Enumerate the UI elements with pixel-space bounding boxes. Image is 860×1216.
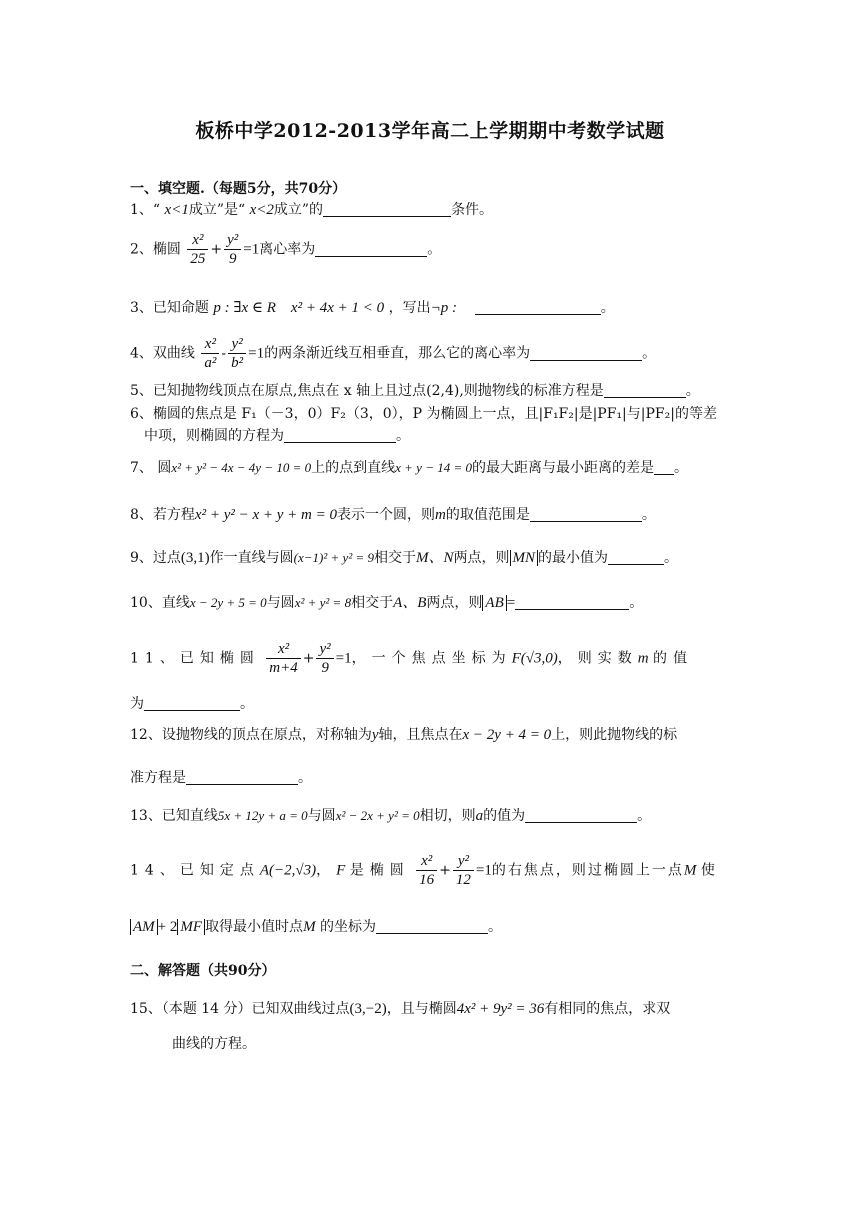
q1-text: 成立”的 xyxy=(273,202,324,218)
q14-text: 已知定点 xyxy=(179,862,260,879)
numerator: x² xyxy=(201,335,219,354)
q5-text: 5、已知抛物线顶点在原点,焦点在 x 轴上且过点(2,4),则抛物线的标准方程是 xyxy=(130,383,604,399)
answer-blank[interactable] xyxy=(376,917,488,934)
q15-expr-1: (3,−2) xyxy=(349,1001,387,1017)
question-4: 4、双曲线 $\frac{\text{x²}}{\text{a²}}$ - $\frac{\text{y²}}{\text{b²}}$ =1的两条渐近线互相垂直，那么它的离心率为 。 xyxy=(130,336,657,371)
q1-expr-1: x<1 xyxy=(164,202,189,218)
q13-number: 13、 xyxy=(130,808,162,824)
q4-text: 双曲线 xyxy=(152,345,195,362)
q10-text: 相交于 xyxy=(351,595,394,611)
q7-text: 圆 xyxy=(157,460,172,476)
q9-expr-4: MN xyxy=(510,550,539,566)
answer-blank[interactable] xyxy=(525,806,637,823)
q7-expr-1: x² + y² − 4x − 4y − 10 = 0 xyxy=(171,460,312,475)
q14-equals: =1 xyxy=(475,862,492,879)
q1-text: 条件。 xyxy=(451,202,494,218)
q9-expr-1: (3,1) xyxy=(180,550,210,566)
numerator: y² xyxy=(453,852,474,871)
answer-blank[interactable] xyxy=(530,505,642,522)
answer-blank[interactable] xyxy=(315,240,427,257)
q9-expr-3: M、N xyxy=(415,550,454,566)
question-8 xyxy=(130,504,732,526)
q9-text: 相交于 xyxy=(373,550,416,566)
q15-text: ，且与椭圆 xyxy=(386,1001,457,1017)
question-5 xyxy=(130,380,732,402)
page-title: 板桥中学2012-2013学年高二上学期期中考数学试题 xyxy=(195,120,665,142)
fraction xyxy=(316,640,333,677)
q12-expr-2: x − 2y + 4 = 0 xyxy=(462,727,552,743)
question-14-continued xyxy=(130,916,732,938)
q4-text: 的两条渐近线互相垂直，那么它的离心率为 xyxy=(264,345,531,362)
denominator: a² xyxy=(204,355,217,371)
q13-text: 与圆 xyxy=(307,808,336,824)
question-7 xyxy=(130,457,732,479)
section-heading-fill-in: 一、填空题.（每题5分，共70分） xyxy=(130,181,347,197)
q3-expr-2: ¬p : xyxy=(430,300,457,316)
q10-expr-1: x − 2y + 5 = 0 xyxy=(189,595,267,610)
q14-expr-4: AM xyxy=(130,919,158,935)
q3-text: ，写出 xyxy=(388,300,431,316)
q9-text: 的最小值为 xyxy=(538,550,608,566)
q15-text: （本题 14 分）已知双曲线过点 xyxy=(161,1001,350,1017)
answer-blank[interactable] xyxy=(530,344,642,361)
answer-blank[interactable] xyxy=(604,381,686,398)
denominator: 9 xyxy=(321,660,329,676)
q9-number: 9、 xyxy=(130,550,153,566)
q12-text: 上，则此抛物线的标 xyxy=(551,727,678,743)
section-heading-answer: 二、解答题（共90分） xyxy=(130,963,276,979)
fraction xyxy=(266,640,300,677)
answer-blank[interactable] xyxy=(515,593,629,610)
q12-number: 12、 xyxy=(130,727,162,743)
q10-expr-3: A、B xyxy=(393,595,427,611)
q11-text: 为 xyxy=(130,696,144,712)
q8-expr-2: m xyxy=(435,507,446,523)
q8-end: 。 xyxy=(641,507,656,523)
q4-end: 。 xyxy=(642,345,657,362)
q3-expr-1: p : ∃x ∈ R x² + 4x + 1 < 0 xyxy=(213,300,385,316)
q14-end: 。 xyxy=(488,919,503,935)
q10-end: 。 xyxy=(629,595,644,611)
fraction xyxy=(416,852,437,889)
answer-blank[interactable] xyxy=(284,426,396,443)
question-3 xyxy=(130,297,732,319)
q10-text: 两点，则 xyxy=(426,595,483,611)
q6-text-line-1: 6、椭圆的焦点是 F₁（－3，0）F₂（3，0），P 为椭圆上一点，且|F₁F₂|是|PF₁|与|PF₂|的等差 xyxy=(130,406,717,422)
q8-text: 的取值范围是 xyxy=(445,507,530,523)
answer-blank[interactable] xyxy=(186,768,298,785)
q14-expr-3: M xyxy=(683,862,697,879)
q7-number: 7、 xyxy=(130,460,153,476)
fraction xyxy=(201,335,219,372)
q6-end: 。 xyxy=(396,428,410,444)
numerator: y² xyxy=(316,640,333,659)
numerator: x² xyxy=(266,640,300,659)
q13-text: 的值为 xyxy=(483,808,526,824)
q11-text: ，则实数 xyxy=(557,650,638,667)
q12-end: 。 xyxy=(298,770,312,786)
question-9 xyxy=(130,547,732,569)
q2-number: 2、 xyxy=(130,241,153,258)
question-6 xyxy=(130,403,732,425)
question-13 xyxy=(130,805,732,827)
q15-text: 曲线的方程。 xyxy=(172,1036,256,1052)
q12-expr-1: y xyxy=(371,727,379,743)
q7-text: 上的点到直线 xyxy=(311,460,396,476)
fraction xyxy=(187,231,208,268)
q15-number: 15、 xyxy=(130,1001,162,1017)
q10-equals: = xyxy=(506,595,516,611)
q9-expr-2: (x−1)² + y² = 9 xyxy=(293,550,374,565)
q15-text: 有相同的焦点，求双 xyxy=(544,1001,671,1017)
question-11: 11、已知椭圆 $\frac{\text{x²}}{m+4}$ + $\frac{\text{y²}}{9}$ =1，一个焦点坐标为F(√3,0)，则实数m 的值 xyxy=(130,641,694,676)
question-15 xyxy=(130,998,732,1020)
q1-number: 1、 xyxy=(130,202,153,218)
denominator: 12 xyxy=(455,872,471,888)
q12-text: 轴，且焦点在 xyxy=(378,727,463,743)
q10-number: 10、 xyxy=(130,595,162,611)
q5-end: 。 xyxy=(685,383,700,399)
q9-text: 过点 xyxy=(152,550,181,566)
q9-text: 两点，则 xyxy=(453,550,510,566)
q7-end: 。 xyxy=(673,460,688,476)
q13-end: 。 xyxy=(637,808,652,824)
q14-text: 的坐标为 xyxy=(320,919,377,935)
question-1 xyxy=(130,199,732,221)
q12-text: 准方程是 xyxy=(130,770,186,786)
q14-text: 是椭圆 xyxy=(349,862,410,879)
q3-number: 3、 xyxy=(130,300,153,316)
q10-expr-2: x² + y² = 8 xyxy=(294,595,352,610)
q13-expr-1: 5x + 12y + a = 0 xyxy=(217,808,308,823)
q13-expr-3: a xyxy=(475,808,484,824)
q10-text: 与圆 xyxy=(266,595,295,611)
q14-expr-5: MF xyxy=(177,919,205,935)
q11-text: 的值 xyxy=(653,650,694,667)
denominator: 16 xyxy=(419,872,435,888)
denominator: b² xyxy=(231,355,244,371)
q14-text: ， xyxy=(316,862,337,879)
numerator: x² xyxy=(187,231,208,250)
numerator: y² xyxy=(224,231,241,250)
q6-text-line-2: 中项，则椭圆的方程为 xyxy=(144,428,284,444)
question-12-continued xyxy=(130,767,732,789)
q10-text: 直线 xyxy=(161,595,190,611)
q11-number: 11、 xyxy=(130,650,180,667)
q8-text: 表示一个圆，则 xyxy=(337,507,435,523)
q14-expr-2: F xyxy=(336,862,346,879)
q13-expr-2: x² − 2x + y² = 0 xyxy=(335,808,420,823)
q7-expr-2: x + y − 14 = 0 xyxy=(395,460,472,475)
question-12 xyxy=(130,724,732,746)
answer-blank[interactable] xyxy=(144,694,240,711)
q2-text: 椭圆 xyxy=(152,241,181,258)
numerator: y² xyxy=(228,335,246,354)
answer-blank[interactable] xyxy=(475,298,601,315)
q11-text: ，一个焦点坐标为 xyxy=(351,650,512,667)
question-2: 2、椭圆 $\frac{\text{x²}}{25}$ + $\frac{\text{y²}}{9}$ =1离心率为 。 xyxy=(130,232,442,267)
fraction xyxy=(224,231,241,268)
answer-blank[interactable] xyxy=(323,200,451,217)
q14-number: 14、 xyxy=(130,862,180,879)
question-10 xyxy=(130,592,732,614)
q2-end: 。 xyxy=(427,241,442,258)
q4-equals: =1 xyxy=(248,345,265,362)
q8-text: 若方程 xyxy=(152,507,195,523)
q14-text: + 2 xyxy=(157,919,178,935)
question-6-continued xyxy=(130,425,732,447)
q11-end: 。 xyxy=(240,696,254,712)
q11-expr-2: m xyxy=(637,650,649,667)
q9-end: 。 xyxy=(664,550,678,566)
q4-number: 4、 xyxy=(130,345,153,362)
q9-text: 作一直线与圆 xyxy=(209,550,294,566)
q14-expr-6: M xyxy=(303,919,316,935)
q11-equals: =1 xyxy=(335,650,352,667)
q14-text: 取得最小值时点 xyxy=(205,919,304,935)
denominator: 9 xyxy=(228,251,237,267)
q12-text: 设抛物线的顶点在原点，对称轴为 xyxy=(161,727,372,743)
q15-expr-2: 4x² + 9y² = 36 xyxy=(456,1001,545,1017)
q2-text: 离心率为 xyxy=(259,241,316,258)
q8-number: 8、 xyxy=(130,507,153,523)
fraction xyxy=(453,852,474,889)
numerator: x² xyxy=(416,852,437,871)
q11-text: 已知椭圆 xyxy=(179,650,260,667)
q7-text: 的最大距离与最小距离的差是 xyxy=(471,460,654,476)
denominator: m+4 xyxy=(269,660,298,676)
answer-blank[interactable] xyxy=(608,548,664,565)
q8-expr-1: x² + y² − x + y + m = 0 xyxy=(194,507,337,523)
q3-end: 。 xyxy=(600,300,615,316)
q1-text: 成立”是“ xyxy=(188,202,246,218)
q14-text: 的右焦点，则过椭圆上一点 xyxy=(491,862,684,879)
q13-text: 已知直线 xyxy=(161,808,218,824)
q13-text: 相切，则 xyxy=(419,808,476,824)
q3-text: 已知命题 xyxy=(152,300,209,316)
fraction xyxy=(228,335,246,372)
question-14: 14、已知定点A(−2,√3)，F 是椭圆 $\frac{\text{x²}}{16}$ + $\frac{\text{y²}}{12}$ =1的右焦点，则过椭圆上一点M 使 xyxy=(130,853,715,888)
q11-expr-1: F(√3,0) xyxy=(511,650,558,667)
q14-expr-1: A(−2,√3) xyxy=(259,862,317,879)
answer-blank[interactable] xyxy=(654,458,674,475)
q1-expr-2: x<2 xyxy=(249,202,274,218)
q2-equals: =1 xyxy=(243,241,260,258)
question-11-continued xyxy=(130,693,732,715)
q10-expr-4: AB xyxy=(482,595,506,611)
q14-text: 使 xyxy=(700,862,715,879)
denominator: 25 xyxy=(190,251,206,267)
question-15-continued xyxy=(130,1033,732,1055)
q1-text: “ xyxy=(152,202,161,218)
